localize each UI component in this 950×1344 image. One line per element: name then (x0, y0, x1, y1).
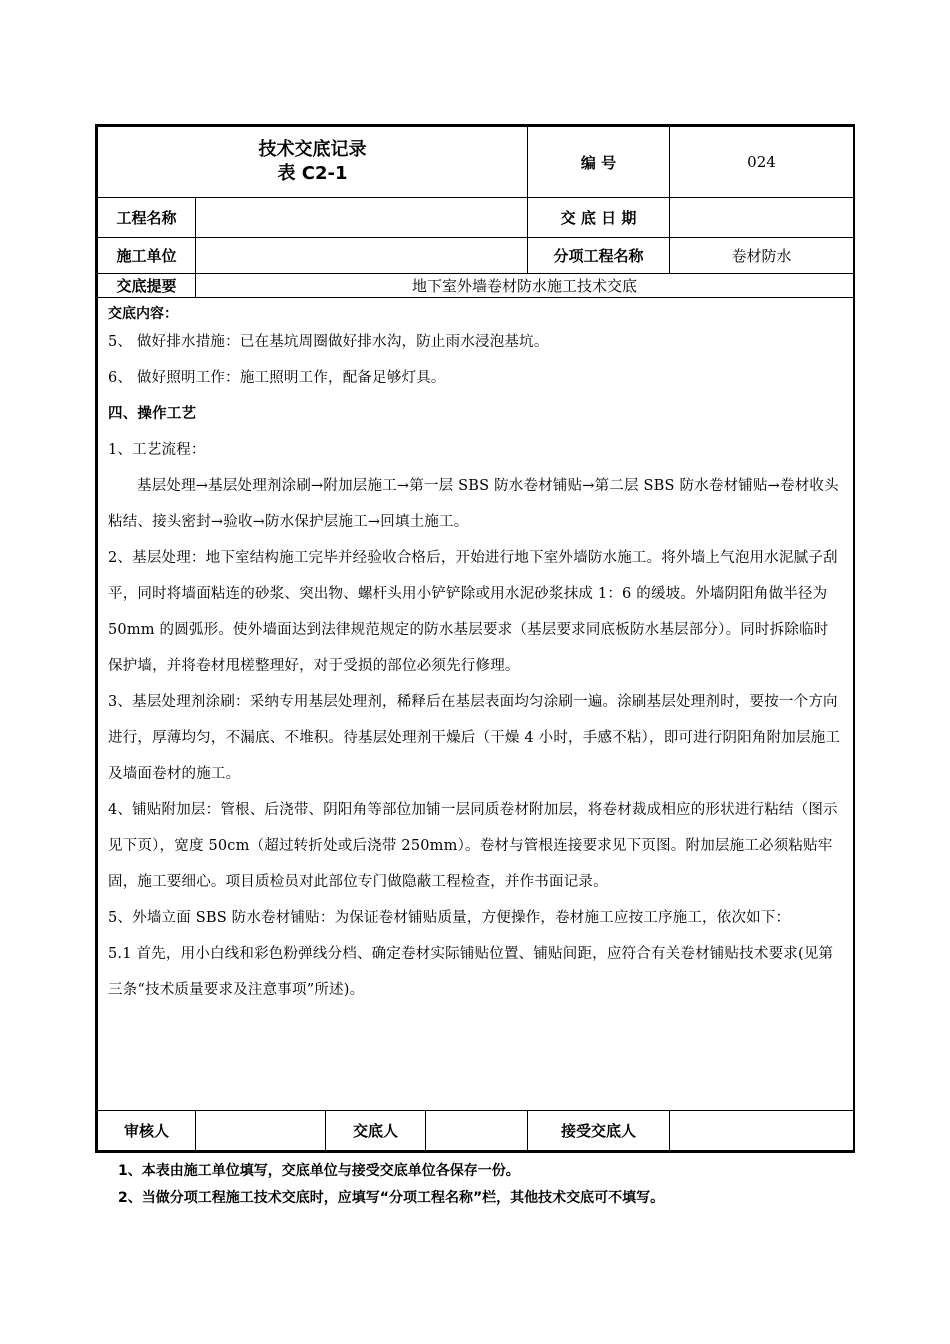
construction-unit-label: 施工单位 (98, 238, 196, 274)
content-paragraph: 5、外墙立面 SBS 防水卷材铺贴：为保证卷材铺贴质量，方便操作，卷材施工应按工序施工，依次如下： (108, 910, 791, 926)
form-title-line1: 技术交底记录 (258, 139, 367, 160)
content-paragraph: 5.1 首先，用小白线和彩色粉弹线分档、确定卷材实际铺贴位置、铺贴间距，应符合有关卷材铺贴技术要求(见第三条“技术质量要求及注意事项”所述)。 (108, 946, 834, 998)
presenter-field[interactable] (426, 1111, 528, 1151)
briefing-date-label: 交 底 日 期 (528, 198, 670, 238)
summary-label: 交底提要 (98, 274, 196, 298)
content-paragraph: 4、铺贴附加层：管根、后浇带、阴阳角等部位加铺一层同质卷材附加层，将卷材裁成相应的形状进行粘结（图示见下页），宽度 50cm（超过转折处或后浇带 250mm）。卷材与管根连接要求见下页图。附加层施工必须粘贴牢固，施工要细心。项目质检员对此部位专门做隐蔽工程检查，并作书面记录。 (108, 802, 838, 890)
sub-project-name-label: 分项工程名称 (528, 238, 670, 274)
process-flow: 基层处理→基层处理剂涂刷→附加层施工→第一层 SBS 防水卷材铺贴→第二层 SBS 防水卷材铺贴→卷材收头粘结、接头密封→验收→防水保护层施工→回填土施工。 (108, 478, 839, 530)
presenter-label: 交底人 (326, 1111, 426, 1151)
form-notes (118, 1158, 858, 1212)
number-value[interactable]: 024 (670, 127, 854, 198)
reviewer-field[interactable] (196, 1111, 326, 1151)
construction-unit-field[interactable] (196, 238, 528, 274)
briefing-content (98, 298, 854, 1111)
technical-briefing-form (95, 124, 855, 1153)
project-name-field[interactable] (196, 198, 528, 238)
form-title-line2: 表 C2-1 (277, 163, 348, 184)
number-label: 编 号 (528, 127, 670, 198)
content-paragraph: 3、基层处理剂涂刷：采纳专用基层处理剂，稀释后在基层表面均匀涂刷一遍。涂刷基层处理剂时，要按一个方向进行，厚薄均匀，不漏底、不堆积。待基层处理剂干燥后（干燥 4 小时，手感不粘），即可进行阴阳角附加层施工及墙面卷材的施工。 (108, 694, 841, 782)
form-title (98, 127, 528, 198)
receiver-field[interactable] (670, 1111, 854, 1151)
receiver-label: 接受交底人 (528, 1111, 670, 1151)
briefing-date-field[interactable] (670, 198, 854, 238)
section-heading: 四、操作工艺 (108, 406, 197, 422)
content-paragraph: 6、 做好照明工作：施工照明工作，配备足够灯具。 (108, 370, 446, 386)
content-heading: 交底内容： (108, 306, 178, 322)
reviewer-label: 审核人 (98, 1111, 196, 1151)
note-line: 1、本表由施工单位填写，交底单位与接受交底单位各保存一份。 (118, 1163, 520, 1179)
content-paragraph: 5、 做好排水措施：已在基坑周圈做好排水沟，防止雨水浸泡基坑。 (108, 334, 549, 350)
note-line: 2、当做分项工程施工技术交底时，应填写“分项工程名称”栏，其他技术交底可不填写。 (118, 1190, 665, 1206)
project-name-label: 工程名称 (98, 198, 196, 238)
sub-project-name-value[interactable]: 卷材防水 (670, 238, 854, 274)
summary-value[interactable]: 地下室外墙卷材防水施工技术交底 (196, 274, 854, 298)
content-paragraph: 1、工艺流程： (108, 442, 206, 458)
form-table (97, 126, 854, 1151)
content-paragraph: 2、基层处理：地下室结构施工完毕并经验收合格后，开始进行地下室外墙防水施工。将外墙上气泡用水泥腻子刮平，同时将墙面粘连的砂浆、突出物、螺杆头用小铲铲除或用水泥砂浆抹成 1：6 的缓坡。外墙阴阳角做半径为 50mm 的圆弧形。使外墙面达到法律规范规定的防水基层要求（基层要求同底板防水基层部分）。同时拆除临时保护墙，并将卷材甩槎整理好，对于受损的部位必须先行修理。 (108, 550, 838, 674)
